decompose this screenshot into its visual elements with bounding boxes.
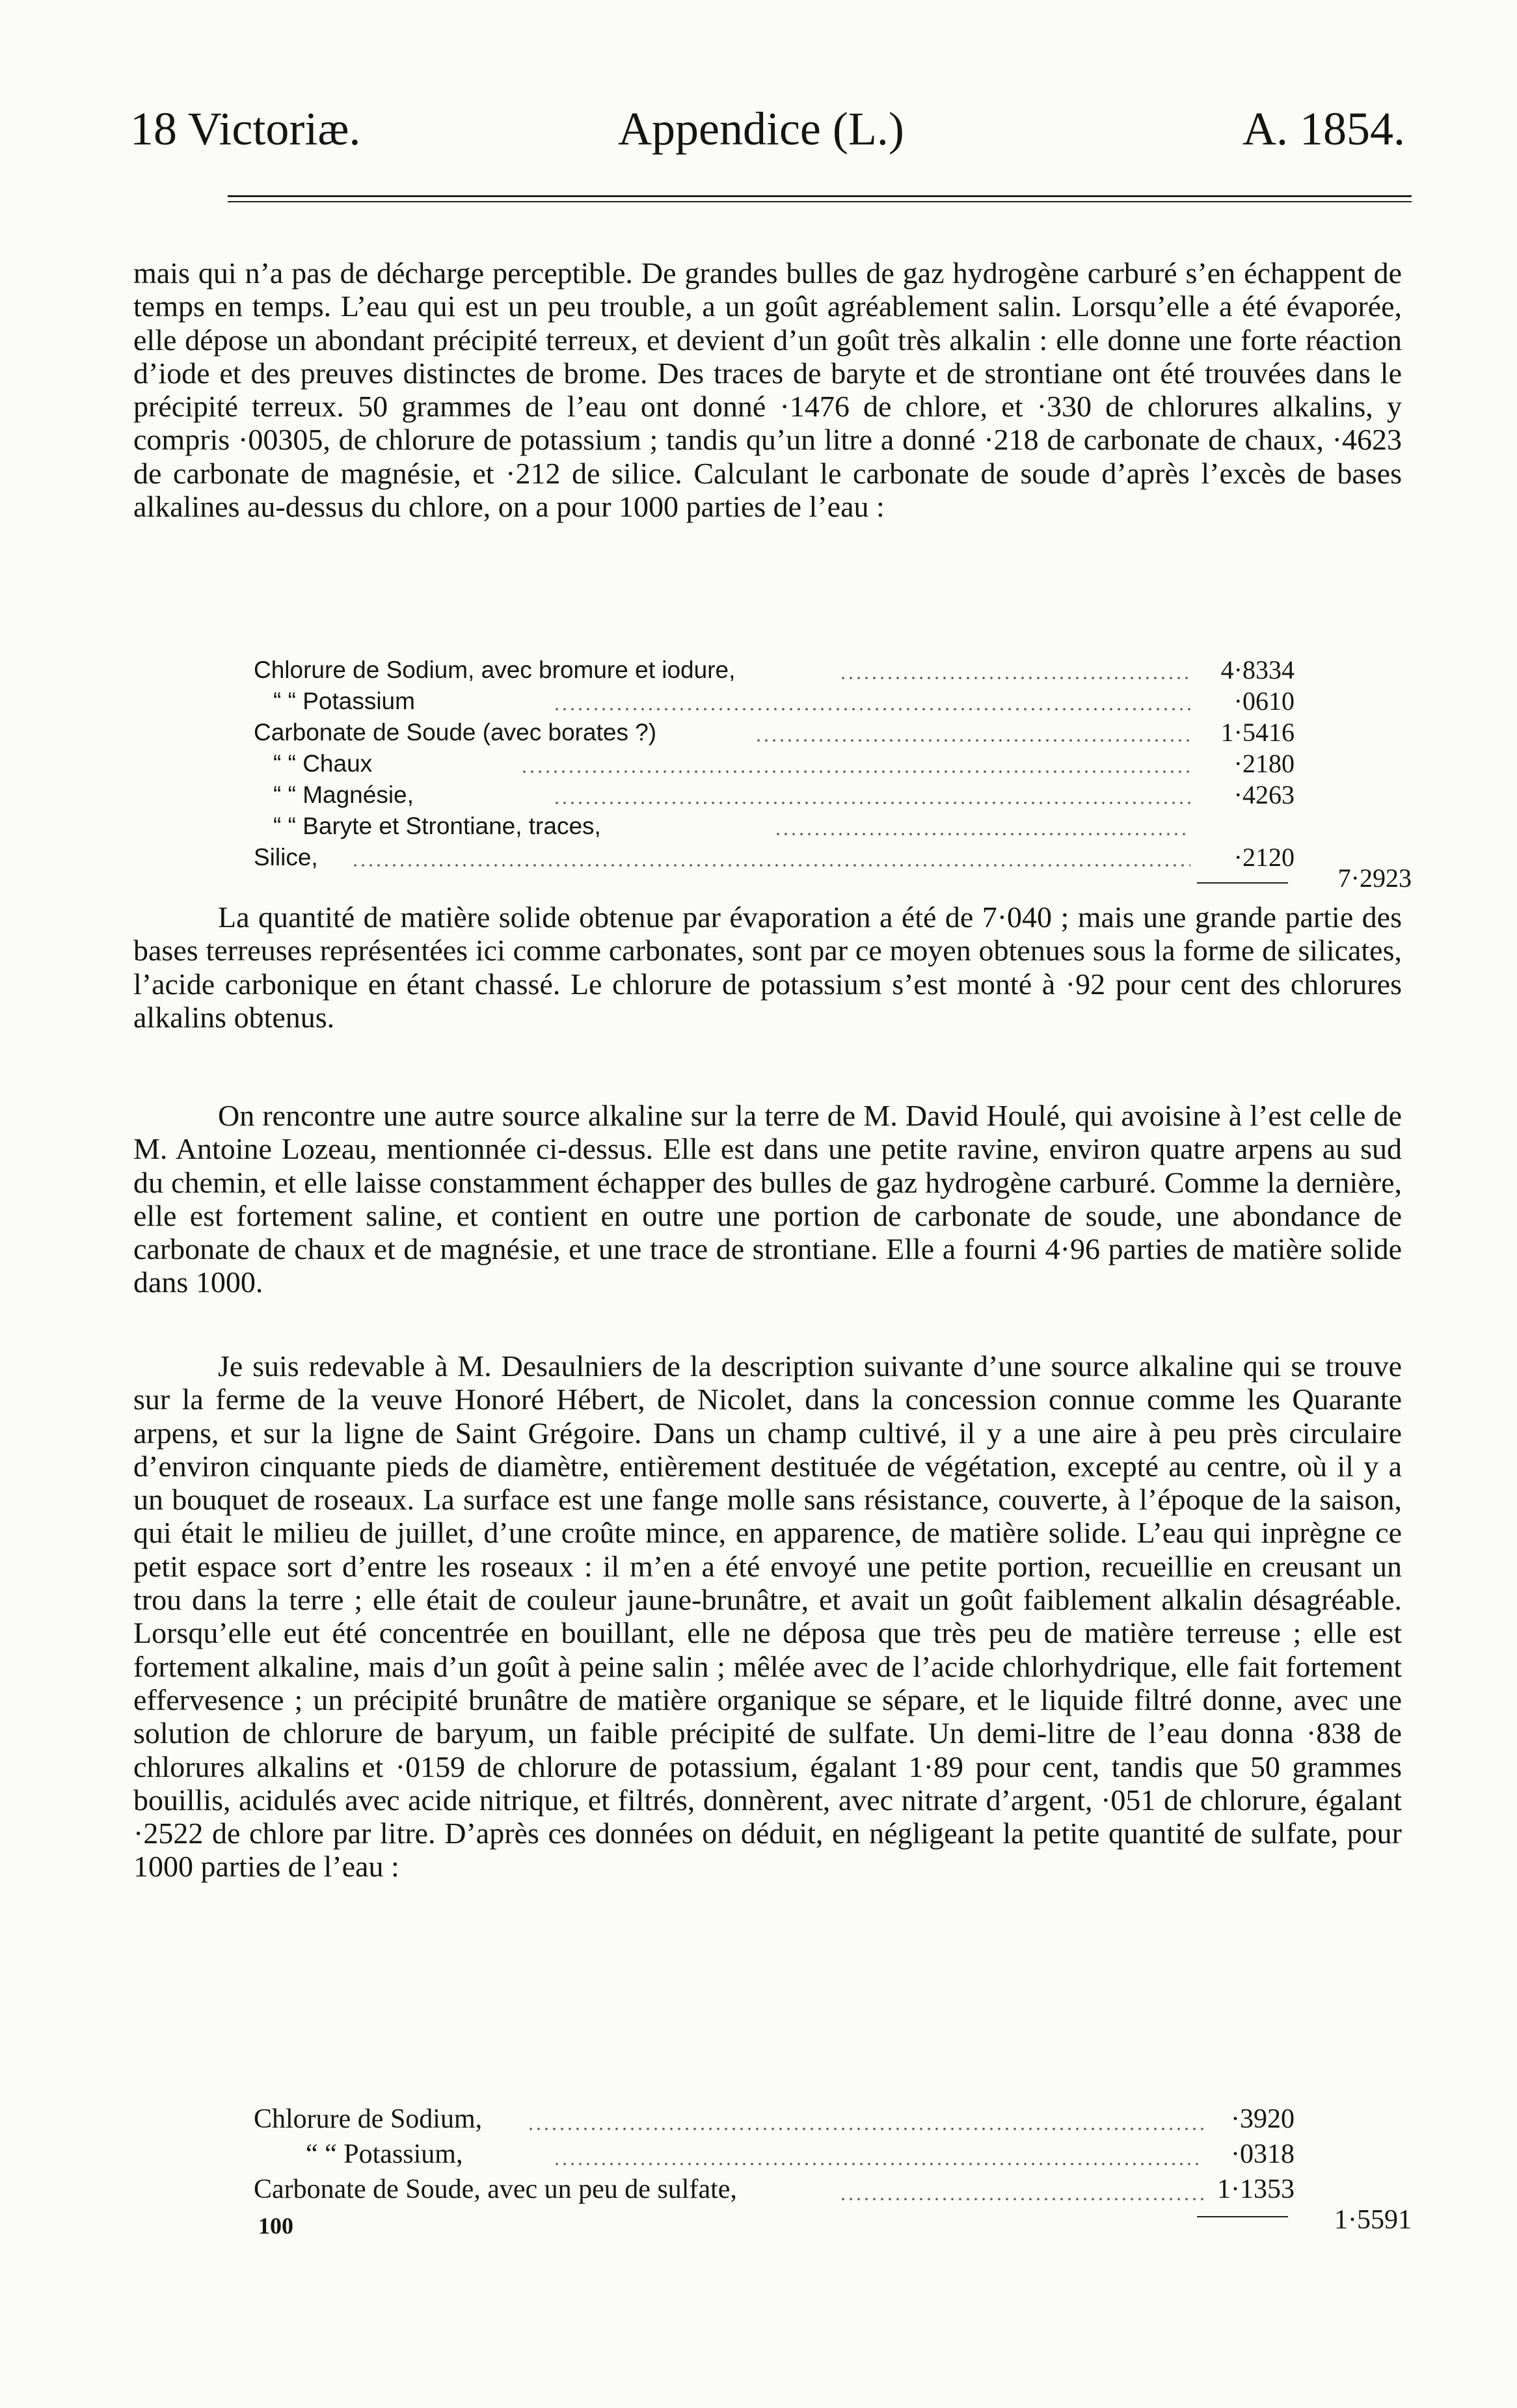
table-row	[254, 748, 1412, 779]
row-label: “ “ Potassium	[273, 688, 415, 714]
row-value: 1·1353	[1217, 2174, 1295, 2204]
leader-dots	[839, 655, 1190, 686]
leader-dots	[520, 748, 1190, 779]
analysis-table-1	[254, 655, 1412, 893]
row-label: Silice,	[254, 844, 318, 871]
table-row	[254, 811, 1412, 842]
leader-dots	[351, 842, 1190, 873]
header-session: 18 Victoriæ.	[130, 103, 361, 155]
leader-dots	[774, 811, 1190, 842]
table-row	[254, 2172, 1412, 2207]
row-value: 4·8334	[1220, 655, 1295, 684]
leader-dots	[527, 2102, 1203, 2137]
leader-dots	[755, 717, 1190, 748]
row-label: Carbonate de Soude (avec borates ?)	[254, 719, 657, 746]
table-row	[254, 686, 1412, 717]
running-header	[130, 96, 1405, 161]
table-row	[254, 2102, 1412, 2137]
leader-dots	[839, 2172, 1203, 2207]
header-appendix: Appendice (L.)	[618, 103, 904, 155]
table-row	[254, 842, 1412, 873]
row-label: “ “ Potassium,	[306, 2139, 463, 2169]
paragraph-continuation: mais qui n’a pas de décharge perceptible. De grandes bulles de gaz hydrogène carburé s’en échappent de temps en temps. L’eau qui est un peu trouble, a un goût agréablement salin. Lorsqu’elle a été évaporée, elle dépose un abondant précipité terreux, et devient d’un goût très alkalin : elle donne une forte réaction d’iode et des preuves distinctes de brome. Des traces de baryte et de strontiane ont été trouvées dans le précipité terreux. 50 grammes de l’eau ont donné ·1476 de chlore, et ·330 de chlorures alkalins, y compris ·00305, de chlorure de potassium ; tandis qu’un litre a donné ·218 de carbonate de chaux, ·4623 de carbonate de magnésie, et ·212 de silice. Calculant le carbonate de soude d’après l’excès de bases alkalines au-dessus du chlore, on a pour 1000 parties de l’eau :	[133, 256, 1402, 524]
sum-rule	[1197, 2216, 1288, 2217]
leader-dots	[553, 779, 1190, 811]
table-row	[254, 779, 1412, 811]
sum-rule	[1197, 882, 1288, 884]
row-value: ·4263	[1233, 780, 1295, 809]
header-rule	[228, 195, 1412, 197]
row-label: Chlorure de Sodium, avec bromure et iodure,	[254, 656, 736, 683]
table-total: 1·5591	[1334, 2205, 1412, 2235]
row-value: ·0610	[1233, 686, 1295, 716]
row-value: 1·5416	[1220, 718, 1295, 747]
table-row	[254, 717, 1412, 748]
leader-dots	[553, 686, 1190, 717]
paragraph-houle-spring: On rencontre une autre source alkaline sur la terre de M. David Houlé, qui avoisine à l’est celle de M. Antoine Lozeau, mentionnée ci-dessus. Elle est dans une petite ravine, environ quatre arpens au sud du chemin, et elle laisse constamment échapper des bulles de gaz hydrogène carburé. Comme la dernière, elle est fortement saline, et contient en outre une portion de carbonate de soude, une abondance de carbonate de chaux et de magnésie, et une trace de strontiane. Elle a fourni 4·96 parties de matière solide dans 1000.	[133, 1099, 1402, 1299]
header-year: A. 1854.	[1242, 103, 1405, 155]
row-label: Carbonate de Soude, avec un peu de sulfate,	[254, 2174, 737, 2204]
row-label: “ “ Magnésie,	[273, 781, 414, 808]
table-total: 7·2923	[1337, 863, 1412, 893]
table-row	[254, 2137, 1412, 2172]
row-label: “ “ Baryte et Strontiane, traces,	[273, 813, 601, 839]
row-value: ·0318	[1231, 2139, 1295, 2169]
page-number: 100	[258, 2213, 293, 2239]
row-label: “ “ Chaux	[273, 750, 373, 777]
paragraph-evaporation: La quantité de matière solide obtenue par évaporation a été de 7·040 ; mais une grande partie des bases terreuses représentées ici comme carbonates, sont par ce moyen obtenues sous la forme de silicates, l’acide carbonique en étant chassé. Le chlorure de potassium s’est monté à ·92 pour cent des chlorures alkalins obtenus.	[133, 900, 1402, 1034]
row-label: Chlorure de Sodium,	[254, 2104, 483, 2134]
leader-dots	[553, 2137, 1203, 2172]
row-value: ·3920	[1231, 2104, 1295, 2134]
table-row	[254, 655, 1412, 686]
row-value: ·2180	[1233, 749, 1295, 778]
paragraph-hebert-spring: Je suis redevable à M. Desaulniers de la description suivante d’une source alkaline qui se trouve sur la ferme de la veuve Honoré Hébert, de Nicolet, dans la concession connue comme les Quarante arpens, et sur la ligne de Saint Grégoire. Dans un champ cultivé, il y a une aire à peu près circulaire d’environ cinquante pieds de diamètre, entièrement destituée de végétation, excepté au centre, où il y a un bouquet de roseaux. La surface est une fange molle sans résistance, couverte, à l’époque de la saison, qui était le milieu de juillet, d’une croûte mince, en apparence, de matière solide. L’eau qui inprègne ce petit espace sort d’entre les roseaux : il m’en a été envoyé une petite portion, recueillie en creusant un trou dans la terre ; elle était de couleur jaune-brunâtre, et avait un goût faiblement alkalin désagréable. Lorsqu’elle eut été concentrée en bouillant, elle ne déposa que très peu de matière terreuse ; elle est fortement alkaline, mais d’un goût à peine salin ; mêlée avec de l’acide chlorhydrique, elle fait fortement effervesence ; un précipité brunâtre de matière organique se sépare, et le liquide filtré donne, avec une solution de chlorure de baryum, un faible précipité de sulfate. Un demi-litre de l’eau donna ·838 de chlorures alkalins et ·0159 de chlorure de potassium, égalant 1·89 pour cent, tandis que 50 grammes bouillis, acidulés avec acide nitrique, et filtrés, donnèrent, avec nitrate d’argent, ·051 de chlorure, égalant ·2522 de chlore par litre. D’après ces données on déduit, en négligeant la petite quantité de sulfate, pour 1000 parties de l’eau :	[133, 1349, 1402, 1884]
header-rule-thin	[228, 201, 1412, 202]
row-value: ·2120	[1233, 843, 1295, 872]
